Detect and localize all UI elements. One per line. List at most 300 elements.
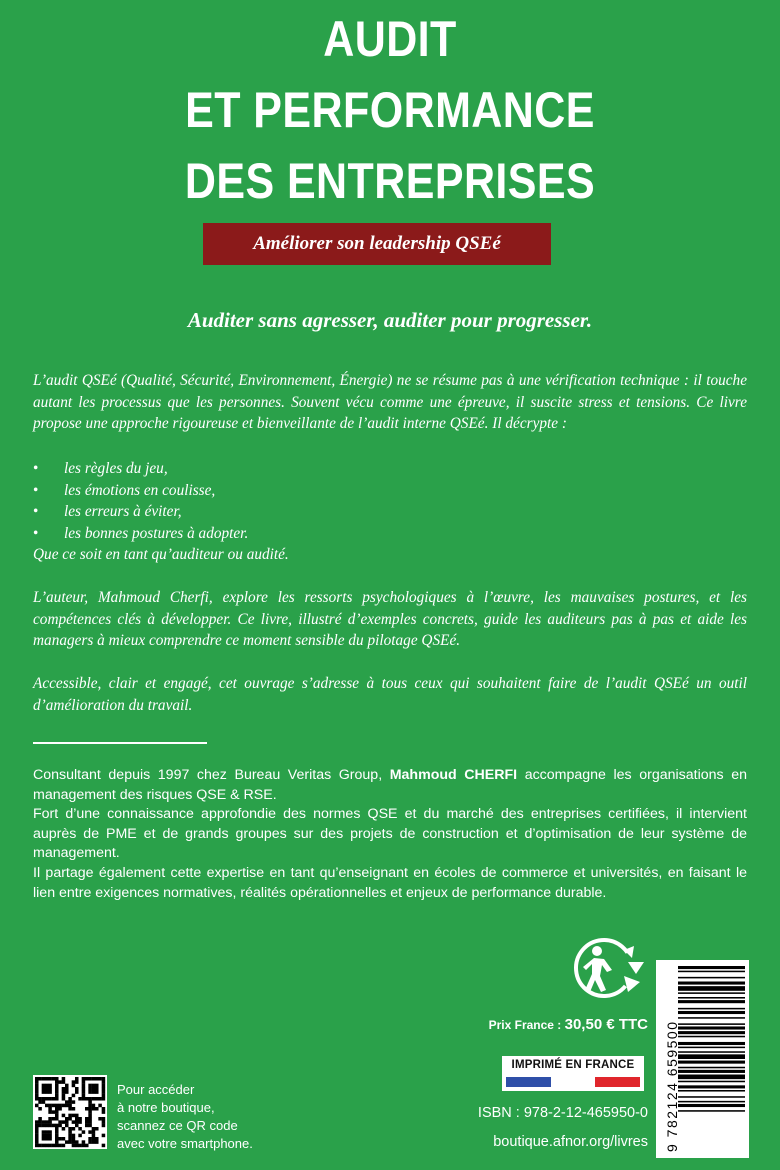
qr-module — [55, 1090, 59, 1094]
qr-module — [38, 1097, 42, 1101]
qr-module — [55, 1134, 59, 1138]
subtitle-band — [203, 223, 551, 265]
qr-module — [85, 1077, 89, 1081]
bio-text: Consultant depuis 1997 chez Bureau Veritas Group, — [33, 767, 390, 783]
qr-module — [58, 1104, 62, 1108]
barcode-bar — [678, 1017, 745, 1019]
qr-module — [45, 1087, 49, 1091]
list-item — [33, 458, 248, 480]
qr-module — [78, 1117, 82, 1121]
barcode-bar — [678, 971, 745, 973]
qr-module — [55, 1124, 59, 1128]
qr-module — [48, 1110, 52, 1114]
qr-module — [42, 1090, 46, 1094]
qr-module — [62, 1127, 66, 1131]
qr-module — [35, 1087, 39, 1091]
qr-module — [52, 1104, 56, 1108]
barcode-bar — [678, 1047, 745, 1049]
barcode-bar — [678, 1000, 745, 1003]
author-bio-paragraph-3: Il partage également cette expertise en tant qu’enseignant en écoles de commerce et universités, en faisant le lien entre exigences normatives, réalités opérationnelles et enjeux de performance durable. — [33, 865, 747, 901]
qr-module — [82, 1144, 86, 1148]
french-flag-icon — [506, 1077, 640, 1087]
qr-module — [48, 1104, 52, 1108]
qr-module — [48, 1097, 52, 1101]
qr-module — [88, 1087, 92, 1091]
qr-module — [45, 1137, 49, 1141]
qr-module — [35, 1127, 39, 1131]
qr-module — [85, 1120, 89, 1124]
qr-caption-line: à notre boutique, — [117, 1100, 215, 1115]
qr-module — [82, 1140, 86, 1144]
qr-module — [52, 1117, 56, 1121]
qr-module — [95, 1127, 99, 1131]
qr-module — [88, 1084, 92, 1088]
qr-module — [85, 1107, 89, 1111]
qr-module — [102, 1084, 106, 1088]
qr-module — [35, 1134, 39, 1138]
qr-module — [48, 1077, 52, 1081]
qr-module — [88, 1077, 92, 1081]
qr-module — [95, 1084, 99, 1088]
qr-module — [98, 1077, 102, 1081]
barcode-bar — [678, 966, 745, 969]
qr-module — [52, 1077, 56, 1081]
qr-module — [48, 1134, 52, 1138]
qr-module — [42, 1084, 46, 1088]
qr-module — [62, 1144, 66, 1148]
qr-module — [92, 1127, 96, 1131]
qr-module — [78, 1127, 82, 1131]
qr-module — [55, 1087, 59, 1091]
bullet-dot: • — [33, 460, 39, 477]
qr-module — [55, 1110, 59, 1114]
qr-module — [35, 1137, 39, 1141]
qr-module — [75, 1090, 79, 1094]
qr-module — [52, 1144, 56, 1148]
qr-module — [52, 1124, 56, 1128]
qr-module — [102, 1120, 106, 1124]
qr-module — [85, 1097, 89, 1101]
qr-module — [75, 1114, 79, 1118]
barcode-bar — [678, 1085, 745, 1088]
qr-module — [45, 1120, 49, 1124]
qr-module — [35, 1144, 39, 1148]
qr-module — [82, 1090, 86, 1094]
qr-module — [35, 1104, 39, 1108]
blurb-closing: Que ce soit en tant qu’auditeur ou audité. — [33, 546, 289, 563]
qr-module — [102, 1110, 106, 1114]
book-title-line-1: AUDIT — [323, 11, 457, 67]
qr-module — [95, 1097, 99, 1101]
qr-module — [55, 1097, 59, 1101]
qr-module — [82, 1094, 86, 1098]
qr-module — [65, 1090, 69, 1094]
barcode-bar — [678, 977, 745, 979]
qr-module — [88, 1104, 92, 1108]
qr-module — [55, 1127, 59, 1131]
qr-module — [62, 1120, 66, 1124]
qr-module — [68, 1100, 72, 1104]
qr-module — [62, 1090, 66, 1094]
qr-module — [42, 1124, 46, 1128]
barcode-bar — [678, 1026, 745, 1029]
qr-module — [88, 1107, 92, 1111]
qr-module — [85, 1124, 89, 1128]
qr-module — [65, 1120, 69, 1124]
qr-module — [102, 1087, 106, 1091]
qr-module — [72, 1140, 76, 1144]
qr-module — [65, 1104, 69, 1108]
qr-module — [48, 1137, 52, 1141]
qr-module — [38, 1144, 42, 1148]
qr-caption — [117, 1081, 253, 1153]
barcode-bar — [678, 1008, 745, 1010]
qr-module — [35, 1094, 39, 1098]
qr-module — [38, 1117, 42, 1121]
qr-module — [55, 1077, 59, 1081]
qr-module — [65, 1100, 69, 1104]
bullet-dot: • — [33, 503, 39, 520]
qr-module — [75, 1077, 79, 1081]
qr-module — [98, 1097, 102, 1101]
qr-module — [75, 1117, 79, 1121]
made-in-label: IMPRIMÉ EN FRANCE — [511, 1059, 635, 1071]
qr-module — [42, 1077, 46, 1081]
qr-module — [78, 1120, 82, 1124]
qr-module — [82, 1097, 86, 1101]
qr-module — [35, 1140, 39, 1144]
qr-module — [102, 1080, 106, 1084]
blurb-intro: L’audit QSEé (Qualité, Sécurité, Environnement, Énergie) ne se résume pas à une vérification technique : il touche autant les processus que les personnes. Souvent vécu comme une épreuve, il suscite stress et tensions. Ce livre propose une approche rigoureuse et bienveillante de l’audit interne QSEé. Il décrypte : — [33, 372, 747, 432]
qr-module — [35, 1090, 39, 1094]
bullet-dot: • — [33, 481, 39, 499]
qr-module — [68, 1137, 72, 1141]
qr-module — [48, 1107, 52, 1111]
bullet-text: les règles du jeu, — [64, 460, 168, 477]
qr-module — [88, 1140, 92, 1144]
qr-module — [65, 1140, 69, 1144]
qr-module — [52, 1097, 56, 1101]
qr-module — [72, 1100, 76, 1104]
qr-module — [55, 1140, 59, 1144]
qr-module — [102, 1107, 106, 1111]
qr-module — [65, 1117, 69, 1121]
qr-module — [58, 1144, 62, 1148]
qr-module — [65, 1087, 69, 1091]
qr-module — [35, 1080, 39, 1084]
qr-caption-line: avec votre smartphone. — [117, 1136, 253, 1151]
qr-module — [85, 1144, 89, 1148]
barcode-bar — [678, 982, 745, 985]
barcode-bar — [678, 1067, 745, 1069]
qr-module — [55, 1117, 59, 1121]
list-item — [33, 523, 248, 545]
qr-module — [45, 1077, 49, 1081]
qr-module — [68, 1134, 72, 1138]
qr-module — [62, 1104, 66, 1108]
qr-module — [92, 1107, 96, 1111]
tagline: Auditer sans agresser, auditer pour progresser. — [187, 308, 593, 332]
barcode-bar — [678, 1090, 745, 1092]
qr-module — [78, 1134, 82, 1138]
qr-module — [72, 1134, 76, 1138]
qr-module — [102, 1144, 106, 1148]
made-in-france-badge — [502, 1056, 644, 1091]
qr-module — [92, 1090, 96, 1094]
qr-module — [102, 1097, 106, 1101]
bullet-text: les bonnes postures à adopter. — [64, 524, 249, 542]
barcode-bar — [678, 1051, 745, 1053]
qr-module — [92, 1097, 96, 1101]
qr-module — [68, 1097, 72, 1101]
qr-module — [45, 1104, 49, 1108]
qr-module — [55, 1137, 59, 1141]
qr-module — [72, 1144, 76, 1148]
qr-module — [58, 1120, 62, 1124]
qr-module — [55, 1080, 59, 1084]
qr-module — [42, 1144, 46, 1148]
qr-module — [92, 1130, 96, 1134]
qr-module — [38, 1077, 42, 1081]
qr-module — [45, 1124, 49, 1128]
qr-module — [35, 1124, 39, 1128]
barcode-bar — [678, 986, 745, 991]
qr-module — [35, 1077, 39, 1081]
qr-module — [65, 1124, 69, 1128]
qr-module — [95, 1107, 99, 1111]
qr-module — [102, 1094, 106, 1098]
qr-module — [42, 1120, 46, 1124]
bullet-text: les erreurs à éviter, — [64, 503, 182, 520]
triman-recycling-icon — [572, 932, 652, 1004]
qr-module — [58, 1124, 62, 1128]
qr-module — [88, 1097, 92, 1101]
qr-module — [48, 1087, 52, 1091]
divider — [33, 742, 207, 744]
qr-module — [55, 1107, 59, 1111]
qr-module — [48, 1117, 52, 1121]
qr-module — [55, 1094, 59, 1098]
qr-caption-line: Pour accéder — [117, 1082, 195, 1097]
barcode-bar — [678, 997, 745, 999]
qr-module — [48, 1120, 52, 1124]
qr-module — [92, 1137, 96, 1141]
qr-module — [75, 1124, 79, 1128]
qr-module — [75, 1120, 79, 1124]
list-item — [33, 501, 248, 523]
qr-module — [102, 1090, 106, 1094]
qr-module — [92, 1140, 96, 1144]
qr-module — [68, 1104, 72, 1108]
qr-module — [38, 1100, 42, 1104]
qr-module — [88, 1137, 92, 1141]
qr-module — [62, 1094, 66, 1098]
price-label: Prix France : — [488, 1018, 565, 1032]
qr-module — [45, 1084, 49, 1088]
barcode-bar — [678, 1054, 745, 1059]
isbn: ISBN : 978-2-12-465950-0 — [477, 1105, 648, 1121]
qr-module — [102, 1117, 106, 1121]
qr-module — [88, 1130, 92, 1134]
qr-module — [88, 1120, 92, 1124]
qr-module — [78, 1097, 82, 1101]
qr-module — [75, 1087, 79, 1091]
barcode-bar — [678, 1036, 745, 1038]
qr-module — [72, 1137, 76, 1141]
qr-module — [95, 1140, 99, 1144]
qr-module — [72, 1120, 76, 1124]
qr-module — [75, 1144, 79, 1148]
qr-module — [62, 1114, 66, 1118]
qr-module — [88, 1110, 92, 1114]
barcode-bar — [678, 1096, 745, 1098]
qr-module — [35, 1120, 39, 1124]
book-title-line-3: DES ENTREPRISES — [184, 153, 596, 209]
barcode-bar — [678, 1104, 745, 1107]
qr-module — [58, 1107, 62, 1111]
barcode-bar — [678, 1061, 745, 1064]
qr-module — [48, 1090, 52, 1094]
qr-module — [82, 1084, 86, 1088]
barcode-bar — [678, 1031, 745, 1034]
qr-module — [95, 1090, 99, 1094]
qr-code-modules — [33, 1075, 107, 1149]
qr-module — [35, 1130, 39, 1134]
qr-module — [48, 1144, 52, 1148]
qr-module — [42, 1100, 46, 1104]
qr-module — [92, 1134, 96, 1138]
qr-module — [72, 1080, 76, 1084]
qr-module — [55, 1144, 59, 1148]
qr-module — [72, 1094, 76, 1098]
qr-code-icon[interactable] — [33, 1075, 107, 1149]
qr-module — [45, 1130, 49, 1134]
author-bio-paragraph-1 — [33, 766, 747, 805]
barcode-bar — [678, 1081, 745, 1083]
qr-module — [68, 1127, 72, 1131]
website-link[interactable]: boutique.afnor.org/livres — [493, 1134, 648, 1150]
barcode-bar — [678, 1101, 745, 1103]
qr-module — [82, 1077, 86, 1081]
qr-module — [45, 1090, 49, 1094]
qr-module — [42, 1134, 46, 1138]
qr-module — [42, 1097, 46, 1101]
qr-module — [98, 1104, 102, 1108]
qr-module — [88, 1124, 92, 1128]
qr-module — [72, 1127, 76, 1131]
qr-module — [95, 1137, 99, 1141]
qr-module — [92, 1087, 96, 1091]
qr-module — [48, 1130, 52, 1134]
barcode-bar — [678, 1110, 745, 1112]
qr-module — [38, 1107, 42, 1111]
qr-module — [38, 1120, 42, 1124]
qr-module — [65, 1084, 69, 1088]
qr-module — [55, 1104, 59, 1108]
qr-module — [78, 1144, 82, 1148]
qr-module — [35, 1097, 39, 1101]
author-name: Mahmoud CHERFI — [389, 767, 518, 783]
qr-module — [75, 1080, 79, 1084]
barcode-digits: 9 782124 659500 — [664, 1020, 680, 1152]
qr-module — [92, 1104, 96, 1108]
book-title-line-2: ET PERFORMANCE — [185, 82, 595, 138]
qr-module — [68, 1130, 72, 1134]
barcode-bar — [678, 1070, 745, 1073]
qr-module — [102, 1124, 106, 1128]
qr-module — [72, 1084, 76, 1088]
qr-module — [62, 1077, 66, 1081]
price — [489, 1016, 648, 1033]
bullet-dot: • — [33, 524, 39, 542]
qr-module — [35, 1084, 39, 1088]
qr-module — [72, 1107, 76, 1111]
qr-module — [88, 1117, 92, 1121]
qr-module — [85, 1117, 89, 1121]
qr-module — [68, 1114, 72, 1118]
qr-module — [68, 1107, 72, 1111]
qr-module — [95, 1087, 99, 1091]
qr-caption-line: scannez ce QR code — [117, 1118, 238, 1133]
author-bio-paragraph-2: Fort d’une connaissance approfondie des normes QSE et du marché des entreprises certifiées, il intervient auprès de PME et de grands groupes sur des projets de construction et d’optimisation de leur système de management. — [33, 806, 747, 861]
qr-module — [82, 1130, 86, 1134]
bullet-text: les émotions en coulisse, — [64, 481, 216, 499]
qr-module — [82, 1087, 86, 1091]
qr-module — [72, 1114, 76, 1118]
qr-module — [88, 1100, 92, 1104]
qr-module — [62, 1087, 66, 1091]
book-subtitle: Améliorer son leadership QSEé — [253, 233, 501, 254]
qr-module — [42, 1130, 46, 1134]
qr-module — [55, 1114, 59, 1118]
barcode-bar — [678, 1042, 745, 1045]
price-value: 30,50 € TTC — [564, 1016, 648, 1033]
qr-module — [38, 1124, 42, 1128]
qr-module — [92, 1084, 96, 1088]
blurb-bullet-list — [33, 458, 248, 544]
qr-module — [45, 1134, 49, 1138]
qr-module — [62, 1097, 66, 1101]
qr-module — [75, 1140, 79, 1144]
qr-module — [48, 1124, 52, 1128]
qr-module — [52, 1110, 56, 1114]
qr-module — [55, 1084, 59, 1088]
barcode-bar — [678, 992, 745, 994]
qr-module — [68, 1117, 72, 1121]
qr-module — [62, 1080, 66, 1084]
qr-module — [88, 1114, 92, 1118]
barcode-bar — [678, 1011, 745, 1014]
qr-module — [55, 1130, 59, 1134]
list-item — [33, 480, 248, 502]
qr-module — [42, 1087, 46, 1091]
barcode-bar — [678, 1023, 745, 1025]
qr-module — [102, 1077, 106, 1081]
blurb-author-paragraph: L’auteur, Mahmoud Cherfi, explore les ressorts psychologiques à l’œuvre, les mauvaises postures, et les compétences clés à développer. Ce livre, illustré d’exemples concrets, guide les auditeurs pas à pas et aide les managers à mieux comprendre ce moment sensible du pilotage QSEé. — [33, 589, 747, 649]
qr-module — [82, 1080, 86, 1084]
qr-module — [92, 1077, 96, 1081]
blurb-audience-paragraph: Accessible, clair et engagé, cet ouvrage s’adresse à tous ceux qui souhaitent faire de l’audit QSEé un outil d’amélioration du travail. — [33, 675, 747, 714]
qr-module — [48, 1084, 52, 1088]
qr-module — [95, 1077, 99, 1081]
qr-module — [88, 1090, 92, 1094]
qr-module — [45, 1097, 49, 1101]
qr-module — [102, 1134, 106, 1138]
bio-text: accompagne les organisations en management des risques QSE & RSE. — [33, 767, 747, 803]
qr-module — [58, 1080, 62, 1084]
qr-module — [68, 1140, 72, 1144]
qr-module — [62, 1137, 66, 1141]
